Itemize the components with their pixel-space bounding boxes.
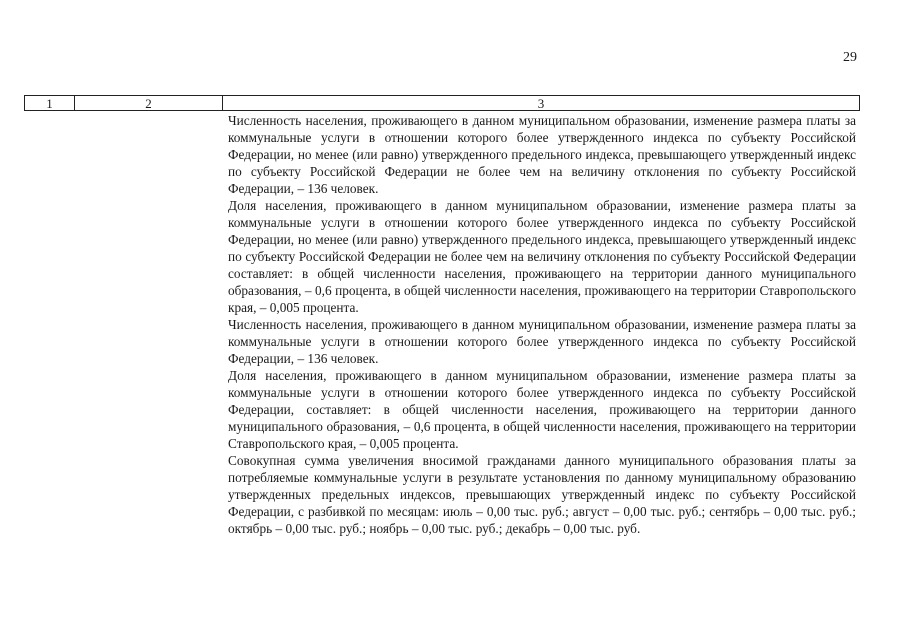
paragraph-population-share-1: Доля населения, проживающего в данном муниципальном образовании, изменение размера платы за коммунальные услуги в отношении которого более утвержденного индекса по субъекту Российской Федерации, но менее (или равно) утвержденного предельного индекса, превышающего утвержденный индекс по субъекту Российской Федерации не более чем на величину отклонения по субъекту Российской Федерации составляет: в общей численности населения, проживающего на территории данного муниципального образования, – 0,6 процента, в общей численности населения, проживающего на территории Ставропольского края, – 0,005 процента. <box>228 198 856 315</box>
paragraph-total-increase: Совокупная сумма увеличения вносимой гражданами данного муниципального образования платы за потребляемые коммунальные услуги в результате установления по данному муниципальному образованию утвержденных предельных индексов, превышающих утвержденный индекс по субъекту Российской Федерации, с разбивкой по месяцам: июль – 0,00 тыс. руб.; август – 0,00 тыс. руб.; сентябрь – 0,00 тыс. руб.; октябрь – 0,00 тыс. руб.; ноябрь – 0,00 тыс. руб.; декабрь – 0,00 тыс. руб. <box>228 453 856 536</box>
table-header-col-3: 3 <box>537 95 545 111</box>
table-header-col-1: 1 <box>25 96 75 110</box>
table-header-col-2: 2 <box>75 96 223 110</box>
page-number: 29 <box>843 50 857 65</box>
paragraph-population-count-2: Численность населения, проживающего в данном муниципальном образовании, изменение размера платы за коммунальные услуги в отношении которого более утвержденного индекса по субъекту Российской Федерации, – 136 человек. <box>228 317 856 366</box>
table-header-row <box>24 95 860 111</box>
paragraph-population-share-2: Доля населения, проживающего в данном муниципальном образовании, изменение размера платы за коммунальные услуги в отношении которого более утвержденного индекса по субъекту Российской Федерации, составляет: в общей численности населения, проживающего на территории данного муниципального образования, – 0,6 процента, в общей численности населения, проживающего на территории Ставропольского края, – 0,005 процента. <box>228 368 856 451</box>
document-body <box>228 112 856 537</box>
paragraph-population-count-1: Численность населения, проживающего в данном муниципальном образовании, изменение размера платы за коммунальные услуги в отношении которого более утвержденного индекса по субъекту Российской Федерации, но менее (или равно) утвержденного предельного индекса, превышающего утвержденный индекс по субъекту Российской Федерации не более чем на величину отклонения по субъекту Российской Федерации, – 136 человек. <box>228 113 856 196</box>
